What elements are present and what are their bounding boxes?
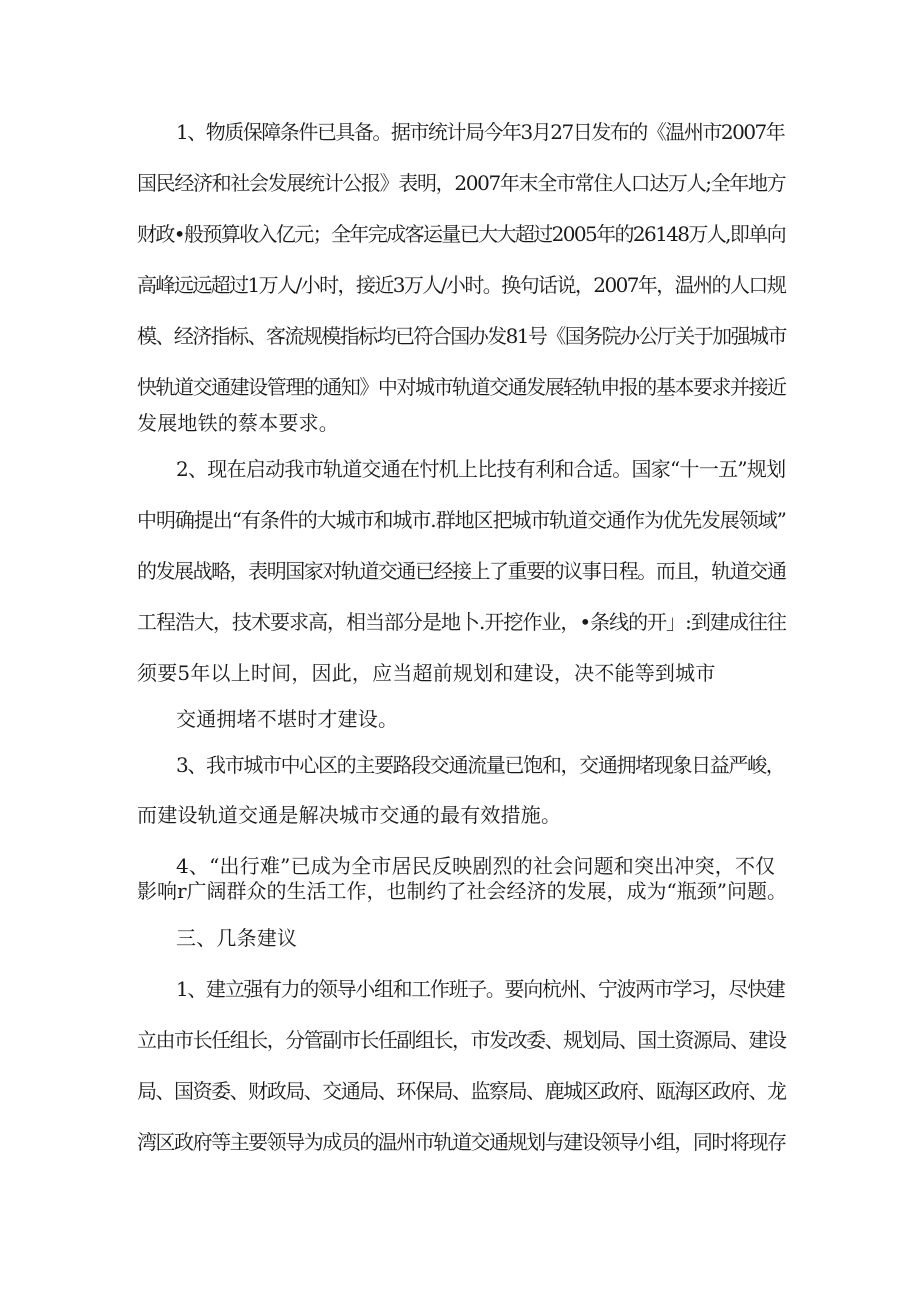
- text-line-6: 快轨道交通建设管理的通知》中对城市轨道交通发展轻轨申报的基本要求并接近: [137, 375, 786, 399]
- text-line-20: 立由市长任组长，分管副市长任副组长，市发改委、规划局、国土资源局、建设: [137, 1028, 786, 1052]
- text-line-21: 局、国资委、财政局、交通局、环保局、监察局、鹿城区政府、瓯海区政府、龙: [137, 1079, 786, 1103]
- text-line-4: 高峰远远超过1万人/小时，接近3万人/小时。换句话说，2007年，温州的人口规: [137, 273, 786, 297]
- text-line-13: 交通拥堵不堪时才建设。: [176, 707, 399, 731]
- text-line-9: 中明确提出“有条件的大城市和城市.群地区把城市轨道交通作为优先发展领域”: [137, 508, 786, 532]
- section-heading: 三、几条建议: [176, 926, 298, 950]
- text-line-22: 湾区政府等主要领导为成员的温州市轨道交通规划与建设领导小组，同时将现存: [137, 1130, 786, 1154]
- text-line-11: 工程浩大，技术要求高，相当部分是地卜.开挖作业，•条线的开」:到建成往往: [137, 610, 786, 634]
- text-line-16: 4、“出行难”已成为全市居民反映剧烈的社会问题和突出冲突，不仅: [176, 854, 776, 878]
- text-line-7: 发展地铁的蔡本要求。: [137, 411, 339, 435]
- text-line-14: 3、我市城市中心区的主要路段交通流量已饱和，交通拥堵现象日益严峻，: [176, 753, 785, 777]
- text-line-10: 的发展战略，表明国家对轨道交通已经接上了重要的议事日程。而且，轨道交通: [137, 559, 786, 583]
- text-line-8: 2、现在启动我市轨道交通在忖机上比技有利和合适。国家“十一五”规划: [176, 457, 786, 481]
- text-line-1: 1、物质保障条件已具备。据市统计局今年3月27日发布的《温州市2007年: [176, 120, 785, 144]
- text-line-12: 须要5年以上时间，因此，应当超前规划和建设，决不能等到城市: [137, 661, 716, 685]
- text-line-19: 1、建立强有力的领导小组和工作班子。要向杭州、宁波两市学习，尽快建: [176, 977, 785, 1001]
- text-line-15: 而建设轨道交通是解决城市交通的最有效措施。: [137, 803, 562, 827]
- text-line-5: 模、经济指标、客流规模指标均已符合国办发81号《国务院办公厅关于加强城市: [137, 324, 786, 348]
- text-line-3: 财政•般预算收入亿元；全年完成客运量已大大超过2005年的26148万人,即单向: [137, 222, 786, 246]
- text-line-2: 国民经济和社会发展统计公报》表明，2007年末全市常住人口达万人;全年地方: [137, 171, 786, 195]
- text-line-17: 影响r广阔群众的生活工作，也制约了社会经济的发展，成为“瓶颈”问题。: [137, 879, 788, 903]
